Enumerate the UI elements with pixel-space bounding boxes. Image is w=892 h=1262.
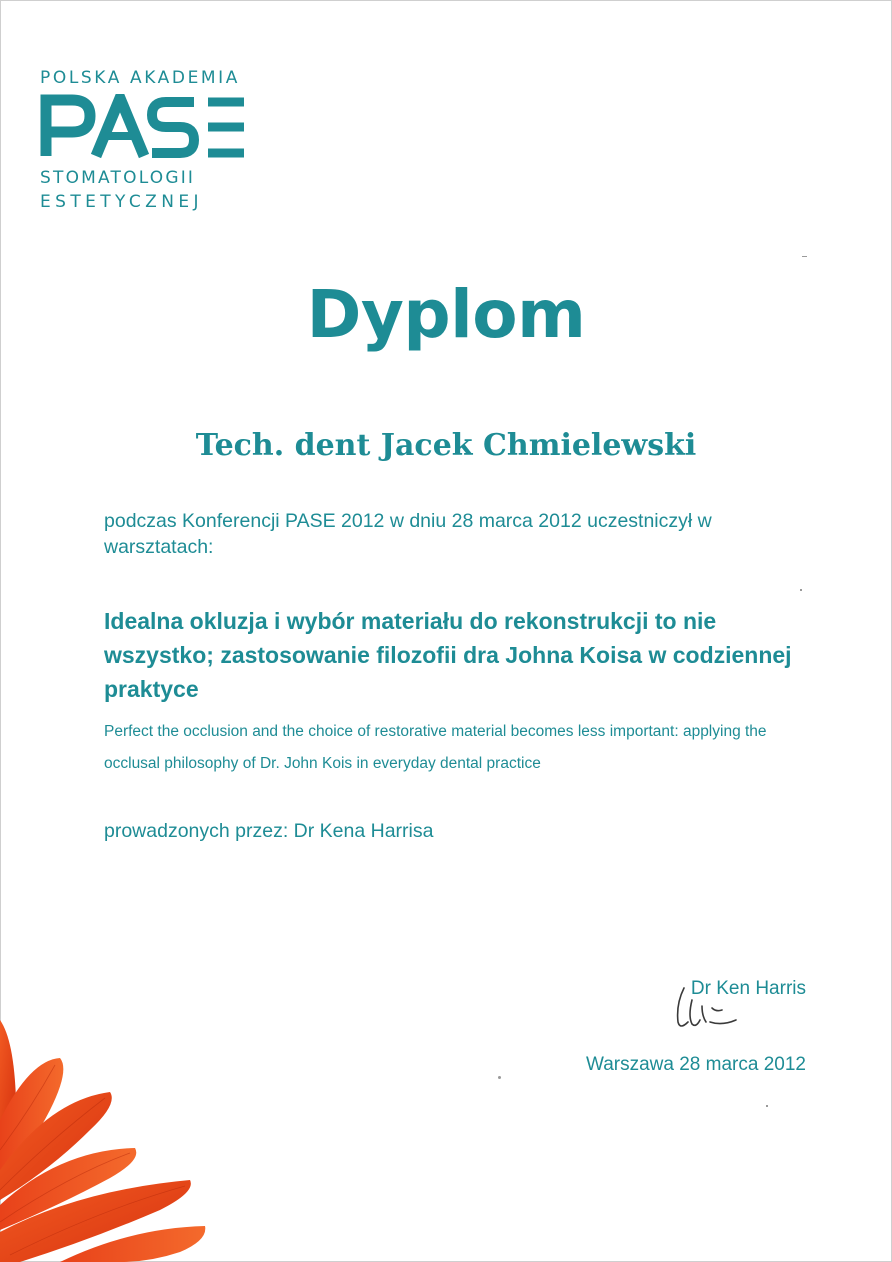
diploma-title: Dyplom [306, 276, 586, 353]
place-and-date: Warszawa 28 marca 2012 [585, 1054, 806, 1075]
recipient-name: Tech. dent Jacek Chmielewski [195, 428, 697, 463]
workshop-title-pl: Idealna okluzja i wybór materiału do rekonstrukcji to nie wszystko; zastosowanie filozofii dra Johna Koisa w codziennej praktyce [104, 608, 792, 702]
scan-speck [800, 589, 802, 591]
workshop-title-en: Perfect the occlusion and the choice of restorative material becomes less important: applying the occlusal philosophy of Dr. John Kois in everyday dental practice [104, 723, 767, 772]
led-by-text: prowadzonych przez: Dr Kena Harrisa [104, 820, 434, 842]
signatory-name: Dr Ken Harris [690, 978, 806, 999]
logo-line-aesthetic: ESTETYCZNEJ [40, 192, 203, 212]
scan-speck [498, 1076, 501, 1079]
logo-line-academy: POLSKA AKADEMIA [40, 68, 241, 88]
scan-speck [802, 256, 807, 257]
handwritten-signature [662, 982, 752, 1042]
flower-petals-decoration [0, 1000, 210, 1262]
logo-acronym-pase [40, 94, 246, 160]
scan-speck [766, 1105, 768, 1107]
pase-logo [40, 68, 250, 214]
intro-text: podczas Konferencji PASE 2012 w dniu 28 marca 2012 uczestniczył w warsztatach: [104, 510, 712, 558]
logo-line-stomatology: STOMATOLOGII [40, 168, 196, 188]
